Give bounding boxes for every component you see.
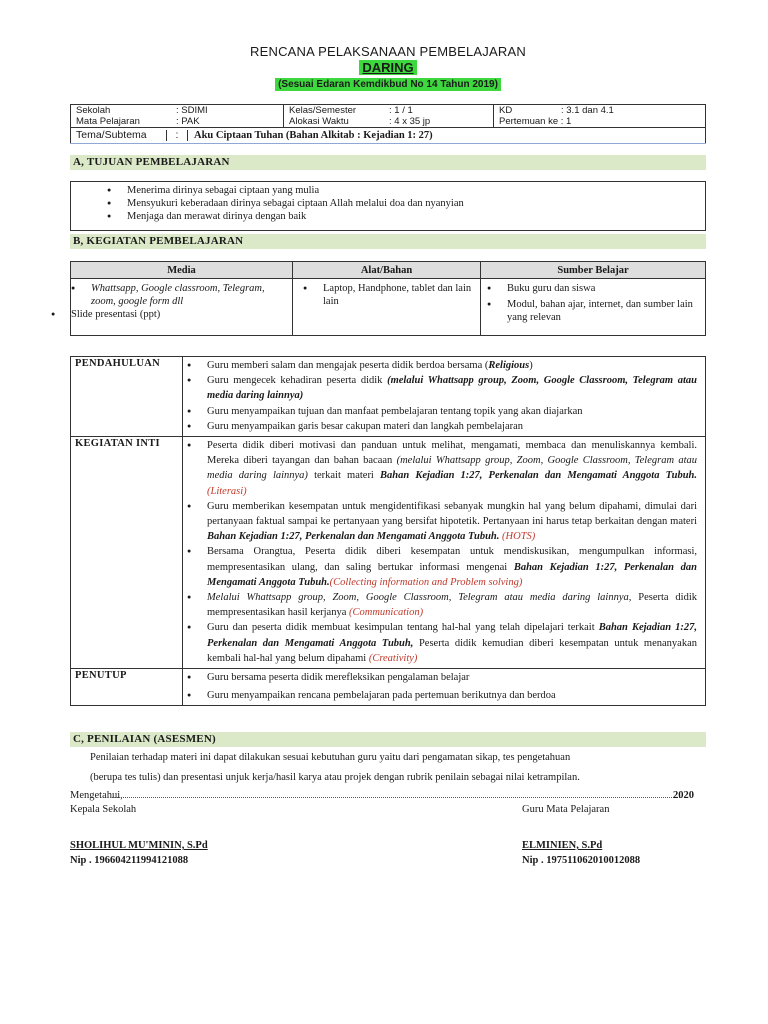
penilaian-line-1: Penilaian terhadap materi ini dapat dilakukan sesuai kebutuhan guru yaitu dari pengamatan sikap, tes pengetahuan bbox=[90, 752, 571, 763]
identity-cell-kd bbox=[494, 105, 706, 128]
alat-cell bbox=[293, 279, 481, 336]
signature-year: 2020 bbox=[673, 790, 694, 801]
pendahuluan-content bbox=[183, 357, 706, 437]
list-item: ● Guru mengecek kehadiran peserta didik (melalui Whattsapp group, Zoom, Google Classroom, Telegram atau media daring lainnya) bbox=[187, 373, 697, 403]
list-item: ● Whattsapp, Google classroom, Telegram, zoom, google form dll bbox=[71, 282, 288, 308]
alat-header: Alat/Bahan bbox=[293, 262, 481, 279]
tujuan-list bbox=[107, 184, 705, 223]
guru-name: ELMINIEN, S.Pd bbox=[522, 840, 603, 851]
sekolah-value: : SDIMI bbox=[176, 105, 208, 116]
list-item: ● Menerima dirinya sebagai ciptaan yang mulia bbox=[107, 184, 705, 197]
list-item: ● Bersama Orangtua, Peserta didik diberi kesempatan untuk mendiskusikan, mengumpulkan informasi, mempresentasikan ulang, dan saling bertukar informasi mengenai Bahan Kejadian 1:27, Perkenalan dan Mengamati Anggota Tubuh.(Collecting information and Problem solving) bbox=[187, 544, 697, 590]
edaran-note: (Sesuai Edaran Kemdikbud No 14 Tahun 2019) bbox=[275, 78, 501, 91]
mode-wrap bbox=[70, 60, 706, 75]
guru-label: Guru Mata Pelajaran bbox=[522, 804, 610, 815]
tema-value: Aku Ciptaan Tuhan (Bahan Alkitab : Kejadian 1: 27) bbox=[194, 130, 433, 141]
identity-cell-class bbox=[284, 105, 494, 128]
list-item: ● Modul, bahan ajar, internet, dan sumber lain yang relevan bbox=[487, 298, 701, 324]
section-b-heading: B, KEGIATAN PEMBELAJARAN bbox=[70, 234, 706, 249]
media-cell bbox=[71, 279, 293, 336]
list-item: ● Menjaga dan merawat dirinya dengan baik bbox=[107, 210, 705, 223]
kegiatan-table bbox=[70, 356, 706, 706]
mode-badge: DARING bbox=[359, 60, 416, 75]
mapel-value: : PAK bbox=[176, 116, 200, 127]
kelas-label: Kelas/Semester bbox=[289, 105, 357, 116]
list-item: ● Guru menyampaikan rencana pembelajaran pada pertemuan berikutnya dan berdoa bbox=[187, 688, 697, 703]
list-item: ● Slide presentasi (ppt) bbox=[51, 308, 288, 321]
date-dots bbox=[112, 789, 680, 798]
section-c-heading: C, PENILAIAN (ASESMEN) bbox=[70, 732, 706, 747]
kepala-sekolah-name: SHOLIHUL MU'MININ, S.Pd bbox=[70, 840, 208, 851]
list-item: ● Laptop, Handphone, tablet dan lain lain bbox=[303, 282, 476, 308]
list-item: ● Guru memberi salam dan mengajak peserta didik berdoa bersama (Religious) bbox=[187, 358, 697, 373]
tema-cell bbox=[71, 128, 706, 144]
media-header: Media bbox=[71, 262, 293, 279]
list-item: ● Guru bersama peserta didik merefleksikan pengalaman belajar bbox=[187, 670, 697, 685]
identity-cell-school bbox=[71, 105, 284, 128]
list-item: ● Buku guru dan siswa bbox=[487, 282, 701, 295]
kegiatan-inti-content bbox=[183, 437, 706, 669]
kepala-sekolah-label: Kepala Sekolah bbox=[70, 804, 137, 815]
pertemuan-text: Pertemuan ke : 1 bbox=[499, 116, 572, 127]
sumber-cell bbox=[481, 279, 706, 336]
kd-label: KD bbox=[499, 105, 513, 116]
list-item: ● Mensyukuri keberadaan dirinya sebagai ciptaan Allah melalui doa dan nyanyian bbox=[107, 197, 705, 210]
media-table bbox=[70, 261, 706, 336]
penutup-content bbox=[183, 669, 706, 706]
section-a-heading: A, TUJUAN PEMBELAJARAN bbox=[70, 155, 706, 170]
list-item: ● Guru dan peserta didik membuat kesimpulan tentang hal-hal yang telah dipelajari terkait Bahan Kejadian 1:27, Perkenalan dan Mengamati Anggota Tubuh, Peserta didik kemudian diberi kesempatan untuk menanyakan kembali hal-hal yang belum dipahami (Creativity) bbox=[187, 620, 697, 666]
tema-colon: : bbox=[166, 130, 188, 141]
list-item: ● Peserta didik diberi motivasi dan panduan untuk melihat, mengamati, membaca dan menuliskannya kembali. Mereka diberi tayangan dan bahan bacaan (melalui Whattsapp group, Zoom, Google Classroom, Telegram atau media daring lainnya) terkait materi Bahan Kejadian 1:27, Perkenalan dan Mengamati Anggota Tubuh. (Literasi) bbox=[187, 438, 697, 499]
mengetahui-label: Mengetahui, bbox=[70, 790, 123, 801]
list-item: ● Guru menyampaikan garis besar cakupan materi dan langkah pembelajaran bbox=[187, 419, 697, 434]
guru-nip: Nip . 197511062010012088 bbox=[522, 855, 641, 866]
penutup-label: PENUTUP bbox=[71, 669, 183, 706]
tema-label: Tema/Subtema bbox=[76, 129, 147, 141]
alokasi-label: Alokasi Waktu bbox=[289, 116, 349, 127]
edaran-wrap bbox=[70, 78, 706, 91]
alokasi-value: : 4 x 35 jp bbox=[389, 116, 431, 127]
sekolah-label: Sekolah bbox=[76, 105, 111, 116]
kelas-value: : 1 / 1 bbox=[389, 105, 413, 116]
identity-table bbox=[70, 104, 706, 144]
mapel-label: Mata Pelajaran bbox=[76, 116, 140, 127]
sumber-header: Sumber Belajar bbox=[481, 262, 706, 279]
penilaian-line-2: (berupa tes tulis) dan presentasi unjuk kerja/hasil karya atau projek dengan rubrik penilain sebagai nilai ketrampilan. bbox=[90, 772, 580, 783]
document-title: RENCANA PELAKSANAAN PEMBELAJARAN bbox=[250, 44, 526, 59]
list-item: ● Guru menyampaikan tujuan dan manfaat pembelajaran tentang topik yang akan diajarkan bbox=[187, 404, 697, 419]
tujuan-box bbox=[70, 181, 706, 231]
kd-value: : 3.1 dan 4.1 bbox=[561, 105, 614, 116]
pendahuluan-label: PENDAHULUAN bbox=[71, 357, 183, 437]
list-item: ● Guru memberikan kesempatan untuk mengidentifikasi sebanyak mungkin hal yang belum dipahami, dimulai dari pertanyaan faktual sampai ke pertanyaan yang bersifat hipotetik. Pertanyaan ini harus tetap berkaitan dengan materi Bahan Kejadian 1:27, Perkenalan dan Mengamati Anggota Tubuh. (HOTS) bbox=[187, 499, 697, 545]
kegiatan-inti-label: KEGIATAN INTI bbox=[71, 437, 183, 669]
list-item: ● Melalui Whattsapp group, Zoom, Google Classroom, Telegram atau media daring lainnya, Peserta didik mempresentasikan hasil kerjanya (Communication) bbox=[187, 590, 697, 620]
kepala-sekolah-nip: Nip . 196604211994121088 bbox=[70, 855, 189, 866]
